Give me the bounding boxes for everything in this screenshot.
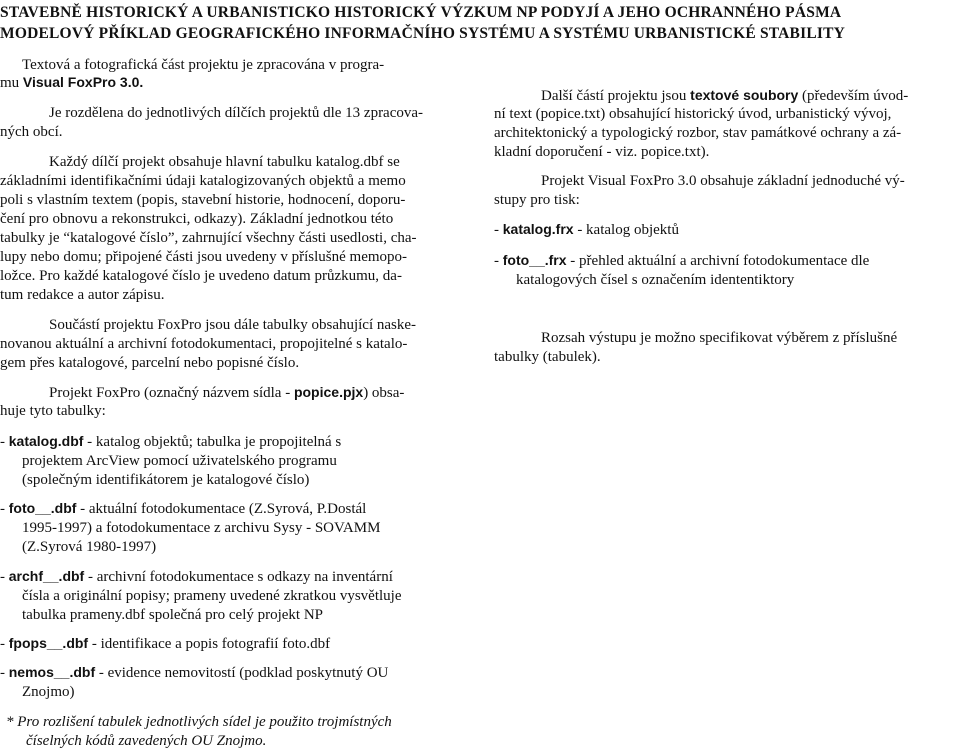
list-item: - katalog.frx - katalog objektů (494, 221, 679, 238)
text-line: Rozsah výstupu je možno specifikovat výběrem z příslušné (541, 330, 898, 346)
paragraph-scope-cont (494, 348, 601, 367)
text-line: ) obsa- (363, 385, 405, 401)
paragraph-intro-cont (0, 73, 143, 93)
text-line: (především úvod- (798, 88, 909, 104)
text-line: kladní doporučení - viz. popice.txt). (494, 144, 710, 160)
paragraph-tables-body (0, 335, 407, 373)
text-line: architektonický a typologický rozbor, stav památkové ochrany a zá- (494, 125, 902, 141)
text-line: katalogových čísel s označením idententiktory (516, 272, 795, 288)
table-name: archf__.dbf (8, 568, 85, 584)
text-line: Každý dílčí projekt obsahuje hlavní tabulku katalog.dbf se (49, 154, 400, 170)
paragraph-scope (541, 329, 897, 348)
list-item: - foto__.frx - přehled aktuální a archivní fotodokumentace dle katalogových čísel s označením idententiktory (494, 252, 870, 288)
text-line: Projekt FoxPro (označný názvem sídla - (49, 385, 294, 401)
text-line: novanou aktuální a archivní fotodokumentaci, propojitelné s katalo- (0, 336, 408, 352)
footnote-cont (26, 732, 266, 751)
header-line-1: STAVEBNĚ HISTORICKÝ A URBANISTICKO HISTORICKÝ VÝZKUM NP PODYJÍ A JEHO OCHRANNÉHO PÁSMA (0, 4, 842, 21)
text-line: (Z.Syrová 1980-1997) (22, 539, 157, 555)
text-line: ných obcí. (0, 124, 63, 140)
text-line: - archivní fotodokumentace s odkazy na inventární (87, 569, 393, 585)
text-line: tabulky je “katalogové číslo”, zahrnující všechny části usedlosti, cha- (0, 230, 417, 246)
report-name: katalog.frx (502, 221, 574, 237)
text-line: ložce. Pro každé katalogové číslo je uvedeno datum průzkumu, da- (0, 268, 402, 284)
paragraph-project-cont (0, 402, 106, 421)
text-line: Znojmo) (22, 684, 75, 700)
table-name: foto__.dbf (8, 500, 77, 516)
text-line: - přehled aktuální a archivní fotodokumentace dle (566, 253, 870, 269)
text-files-label: textové soubory (690, 87, 799, 103)
text-line: číselných kódů zavedených OU Znojmo. (26, 733, 267, 749)
list-item: - fpops__.dbf - identifikace a popis fotografií foto.dbf (0, 635, 331, 652)
text-line: mu (0, 75, 23, 91)
text-line: Další částí projektu jsou (541, 88, 691, 104)
text-line: tabulky (tabulek). (494, 349, 601, 365)
table-name: nemos__.dbf (8, 664, 96, 680)
text-line: ní text (popice.txt) obsahující historický úvod, urbanistický vývoj, (494, 106, 892, 122)
paragraph-project (49, 383, 404, 403)
text-line: projektem ArcView pomocí uživatelského programu (22, 453, 337, 469)
text-line: lupy nebo domu; připojené části jsou uvedeny v příslušné memopo- (0, 249, 408, 265)
list-item: - archf__.dbf - archivní fotodokumentace s odkazy na inventární čísla a originální popisy; prameny uvedené zkratkou vysvětluje tabulka prameny.dbf společná pro celý projekt NP (0, 568, 402, 623)
list-item: - foto__.dbf - aktuální fotodokumentace (Z.Syrová, P.Dostál 1995-1997) a fotodokumentace z archivu Sysy - SOVAMM (Z.Syrová 1980-1997) (0, 500, 381, 555)
text-line: - katalog objektů; tabulka je propojitelná s (87, 434, 342, 450)
table-name: fpops__.dbf (8, 635, 89, 651)
text-line: - evidence nemovitostí (podklad poskytnutý OU (98, 665, 389, 681)
text-line: čísla a originální popisy; prameny uvedené zkratkou vysvětluje (22, 588, 402, 604)
header-line-2: MODELOVÝ PŘÍKLAD GEOGRAFICKÉHO INFORMAČNÍHO SYSTÉMU A SYSTÉMU URBANISTICKÉ STABILITY (0, 25, 846, 42)
text-line: - katalog objektů (573, 222, 679, 238)
paragraph-division (49, 104, 423, 123)
text-line: poli s vlastním textem (popis, stavební historie, hodnocení, doporu- (0, 192, 406, 208)
software-name: Visual FoxPro 3.0. (22, 74, 144, 90)
footnote (6, 713, 392, 732)
text-line: Součástí projektu FoxPro jsou dále tabulky obsahující naske- (49, 317, 417, 333)
text-line: Textová a fotografická část projektu je zpracována v progra- (22, 57, 385, 73)
paragraph-catalog (49, 153, 400, 172)
text-line: gem přes katalogové, parcelní nebo popisné číslo. (0, 355, 300, 371)
list-item: - katalog.dbf - katalog objektů; tabulka je propojitelná s projektem ArcView pomocí uživatelského programu (společným identifikátorem je katalogové číslo) (0, 433, 342, 488)
paragraph-text-files-body (494, 105, 901, 162)
text-line: tabulka prameny.dbf společná pro celý projekt NP (22, 607, 324, 623)
text-line: Je rozdělena do jednotlivých dílčích projektů dle 13 zpracova- (49, 105, 424, 121)
text-line: čení pro obnovu a rekonstrukci, odkazy). Základní jednotkou této (0, 211, 394, 227)
list-item: - nemos__.dbf - evidence nemovitostí (podklad poskytnutý OU Znojmo) (0, 664, 389, 700)
paragraph-tables (49, 316, 416, 335)
text-line: Projekt Visual FoxPro 3.0 obsahuje základní jednoduché vý- (541, 173, 905, 189)
text-line: * Pro rozlišení tabulek jednotlivých sídel je použito trojmístných (6, 714, 392, 730)
text-line: huje tyto tabulky: (0, 403, 106, 419)
text-line: - identifikace a popis fotografií foto.dbf (91, 636, 331, 652)
project-file: popice.pjx (293, 384, 364, 400)
paragraph-catalog-body (0, 172, 417, 305)
report-name: foto__.frx (502, 252, 567, 268)
text-line: - aktuální fotodokumentace (Z.Syrová, P.Dostál (80, 501, 367, 517)
paragraph-division-cont (0, 123, 62, 142)
paragraph-outputs (541, 172, 905, 191)
text-line: základními identifikačními údaji katalogizovaných objektů a memo (0, 173, 406, 189)
text-line: 1995-1997) a fotodokumentace z archivu Sysy - SOVAMM (22, 520, 381, 536)
text-line: (společným identifikátorem je katalogové číslo) (22, 472, 310, 488)
table-name: katalog.dbf (8, 433, 84, 449)
paragraph-outputs-cont (494, 191, 580, 210)
text-line: stupy pro tisk: (494, 192, 580, 208)
text-line: tum redakce a autor zápisu. (0, 287, 165, 303)
paragraph-text-files (541, 86, 908, 106)
